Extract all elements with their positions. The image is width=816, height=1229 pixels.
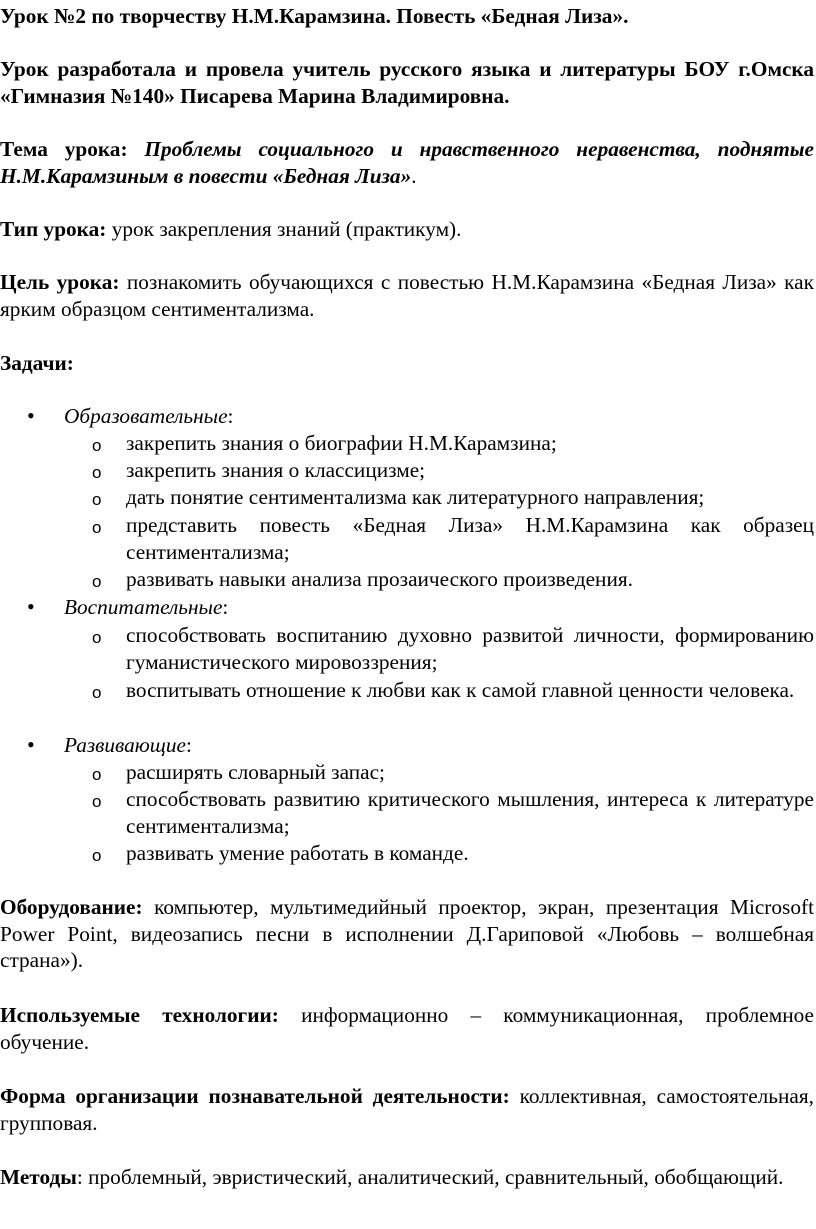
- circle-bullet-icon: o: [92, 765, 102, 784]
- form-value: коллективная, самостоятельная, групповая.: [0, 1084, 814, 1135]
- circle-bullet-icon: o: [92, 436, 102, 455]
- topic-paragraph: Тема урока: Проблемы социального и нравственного неравенства, поднятые Н.М.Карамзиным в повести «Бедная Лиза».: [0, 137, 814, 188]
- equipment-label: Оборудование:: [0, 895, 143, 919]
- bullet-icon: •: [27, 732, 35, 757]
- goal-value: познакомить обучающихся с повестью Н.М.Карамзина «Бедная Лиза» как ярким образцом сентиментализма.: [0, 270, 814, 321]
- circle-bullet-icon: o: [92, 792, 102, 811]
- circle-bullet-icon: o: [92, 683, 102, 702]
- lesson-title: Урок №2 по творчеству Н.М.Карамзина. Повесть «Бедная Лиза».: [0, 4, 629, 28]
- document-page: Урок №2 по творчеству Н.М.Карамзина. Повесть «Бедная Лиза». Урок разработала и провела учитель русского языка и литературы БОУ г.Омска «Гимназия №140» Писарева Марина Владимировна. Тема урока: Проблемы социального и нравственного неравенства, поднятые Н.М.Карамзиным в повести «Бедная Лиза». Тип урока: урок закрепления знаний (практикум). Цель урока: познакомить обучающихся с повестью Н.М.Карамзина «Бедная Лиза» как ярким образцом сентиментализма. Задачи: • Образовательные: o закрепить знания о биографии Н.М.Карамзина; o закрепить знания о классицизме; o дать понятие сентиментализма как литературного направления; o представить повесть «Бедная Лиза» Н.М.Карамзина как образец сентиментализма; o развивать навыки анализа прозаического произведения. • Воспитательные: o способствовать воспитанию духовно развитой личности, формированию гуманистического мировоззрения; o воспитывать отношение к любви как к самой главной ценности человека. • Развивающие: o расширять словарный запас; o способствовать развитию критического мышления, интереса к литературе сентиментализма; o развивать умение работать в команде. Оборудование: компьютер, мультимедийный проектор, экран, презентация Microsoft Power Point, видеозапись песни в исполнении Д.Гариповой «Любовь – волшебная страна»). Используемые технологии: информационно – коммуникационная, проблемное обучение. Форма организации познавательной деятельности: коллективная, самостоятельная, групповая. Методы: проблемный, эвристический, аналитический, сравнительный, обобщающий.: [0, 4, 814, 1189]
- goal-paragraph: [0, 269, 814, 322]
- circle-bullet-icon: o: [92, 463, 102, 482]
- bullet-icon: •: [27, 403, 35, 428]
- type-value: урок закрепления знаний (практикум).: [111, 217, 462, 241]
- task-group-name: Развивающие: [64, 733, 186, 757]
- circle-bullet-icon: o: [92, 572, 102, 591]
- equipment-value: компьютер, мультимедийный проектор, экран, презентация Microsoft Power Point, видеозапись песни в исполнении Д.Гариповой «Любовь – волшебная страна»).: [0, 895, 814, 972]
- methods-label: Методы: [0, 1165, 77, 1189]
- bullet-icon: •: [27, 594, 35, 619]
- technologies-value: информационно – коммуникационная, проблемное обучение.: [0, 1003, 814, 1054]
- circle-bullet-icon: o: [92, 490, 102, 509]
- author-line: Урок разработала и провела учитель русского языка и литературы БОУ г.Омска «Гимназия №140» Писарева Марина Владимировна.: [0, 57, 814, 108]
- task-group-name: Образовательные: [64, 404, 228, 428]
- tasks-heading: Задачи:: [0, 351, 74, 375]
- equipment-paragraph: [0, 894, 814, 974]
- circle-bullet-icon: o: [92, 518, 102, 537]
- task-group-name: Воспитательные: [64, 595, 223, 619]
- form-label: Форма организации познавательной деятельности:: [0, 1084, 510, 1108]
- topic-value: Проблемы социального и нравственного неравенства, поднятые Н.М.Карамзиным в повести «Бедная Лиза»: [0, 137, 814, 188]
- technologies-label: Используемые технологии:: [0, 1003, 279, 1027]
- methods-value: проблемный, эвристический, аналитический, сравнительный, обобщающий.: [88, 1165, 784, 1189]
- type-label: Тип урока:: [0, 217, 107, 241]
- type-paragraph: [0, 216, 814, 243]
- methods-paragraph: Методы: проблемный, эвристический, аналитический, сравнительный, обобщающий.: [0, 1165, 784, 1189]
- goal-label: Цель урока:: [0, 270, 120, 294]
- topic-label: Тема урока:: [0, 137, 128, 161]
- circle-bullet-icon: o: [92, 628, 102, 647]
- technologies-paragraph: [0, 1002, 814, 1055]
- circle-bullet-icon: o: [92, 846, 102, 865]
- form-paragraph: [0, 1083, 814, 1136]
